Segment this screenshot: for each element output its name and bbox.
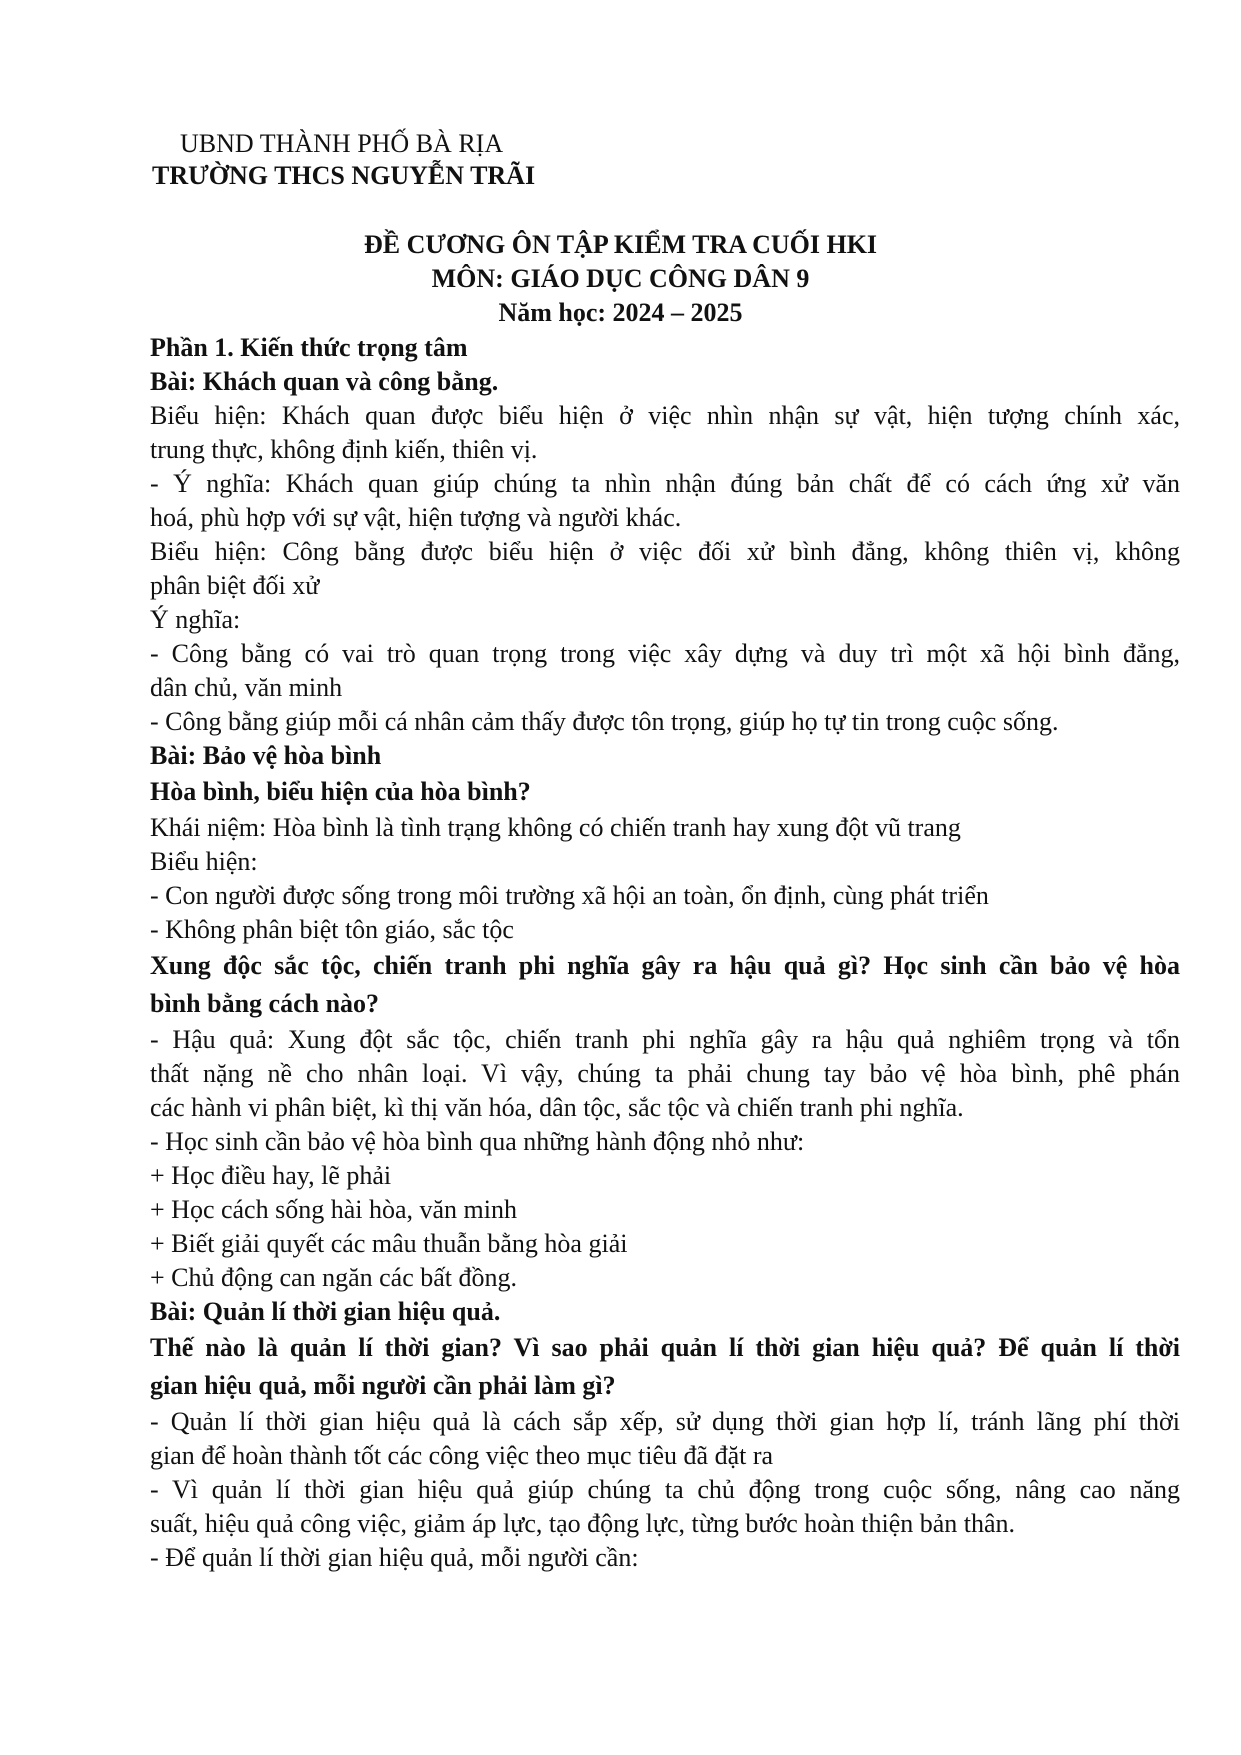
paragraph-line: - Không phân biệt tôn giáo, sắc tộc	[150, 915, 514, 944]
paragraph-line: suất, hiệu quả công việc, giảm áp lực, tạo động lực, từng bước hoàn thiện bản thân.	[150, 1509, 1016, 1538]
paragraph-line: Khái niệm: Hòa bình là tình trạng không có chiến tranh hay xung đột vũ trang	[150, 813, 961, 842]
list-item: + Học cách sống hài hòa, văn minh	[150, 1195, 518, 1224]
title-line-3: Năm học: 2024 – 2025	[498, 298, 743, 327]
list-item: + Chủ động can ngăn các bất đồng.	[150, 1263, 518, 1292]
paragraph-line: - Ý nghĩa: Khách quan giúp chúng ta nhìn nhận đúng bản chất để có cách ứng xử văn	[150, 469, 1180, 498]
paragraph-line: thất nặng nề cho nhân loại. Vì vậy, chúng ta phải chung tay bảo vệ hòa bình, phê phán	[150, 1059, 1180, 1088]
question-heading: gian hiệu quả, mỗi người cần phải làm gì?	[150, 1371, 616, 1400]
authority-name: UBND THÀNH PHỐ BÀ RỊA	[180, 129, 504, 158]
title-line-1: ĐỀ CƯƠNG ÔN TẬP KIỂM TRA CUỐI HKI	[363, 230, 878, 259]
paragraph-line: phân biệt đối xử	[150, 571, 320, 600]
title-line-2: MÔN: GIÁO DỤC CÔNG DÂN 9	[431, 264, 810, 293]
lesson-title: Bài: Quản lí thời gian hiệu quả.	[150, 1297, 501, 1326]
lesson-title: Bài: Khách quan và công bằng.	[150, 367, 499, 396]
paragraph-line: - Để quản lí thời gian hiệu quả, mỗi người cần:	[150, 1543, 639, 1572]
document-title	[0, 228, 1241, 330]
paragraph-line: - Công bằng có vai trò quan trọng trong việc xây dựng và duy trì một xã hội bình đẳng,	[150, 639, 1180, 668]
list-item: + Học điều hay, lẽ phải	[150, 1161, 392, 1190]
question-heading: bình bằng cách nào?	[150, 989, 380, 1018]
paragraph-line: - Vì quản lí thời gian hiệu quả giúp chúng ta chủ động trong cuộc sống, nâng cao năng	[150, 1475, 1180, 1504]
question-heading: Hòa bình, biểu hiện của hòa bình?	[150, 777, 531, 806]
paragraph-line: Biểu hiện: Công bằng được biểu hiện ở việc đối xử bình đẳng, không thiên vị, không	[150, 537, 1180, 566]
list-item: + Biết giải quyết các mâu thuẫn bằng hòa giải	[150, 1229, 628, 1258]
paragraph-line: Ý nghĩa:	[150, 605, 241, 634]
part-heading: Phần 1. Kiến thức trọng tâm	[150, 333, 468, 362]
paragraph-line: Biểu hiện: Khách quan được biểu hiện ở việc nhìn nhận sự vật, hiện tượng chính xác,	[150, 401, 1180, 430]
paragraph-line: - Con người được sống trong môi trường xã hội an toàn, ổn định, cùng phát triển	[150, 881, 989, 910]
document-body	[150, 331, 1180, 1575]
lesson-title: Bài: Bảo vệ hòa bình	[150, 741, 382, 770]
paragraph-line: gian để hoàn thành tốt các công việc theo mục tiêu đã đặt ra	[150, 1441, 774, 1470]
paragraph-line: hoá, phù hợp với sự vật, hiện tượng và người khác.	[150, 503, 682, 532]
paragraph-line: các hành vi phân biệt, kì thị văn hóa, dân tộc, sắc tộc và chiến tranh phi nghĩa.	[150, 1093, 964, 1122]
paragraph-line: dân chủ, văn minh	[150, 673, 343, 702]
paragraph-line: - Công bằng giúp mỗi cá nhân cảm thấy được tôn trọng, giúp họ tự tin trong cuộc sống.	[150, 707, 1059, 736]
paragraph-line: - Học sinh cần bảo vệ hòa bình qua những hành động nhỏ như:	[150, 1127, 805, 1156]
paragraph-line: Biểu hiện:	[150, 847, 258, 876]
question-heading: Thế nào là quản lí thời gian? Vì sao phải quản lí thời gian hiệu quả? Để quản lí thời	[150, 1333, 1180, 1362]
document-header	[152, 128, 535, 192]
question-heading: Xung độc sắc tộc, chiến tranh phi nghĩa gây ra hậu quả gì? Học sinh cần bảo vệ hòa	[150, 951, 1180, 980]
paragraph-line: - Hậu quả: Xung đột sắc tộc, chiến tranh phi nghĩa gây ra hậu quả nghiêm trọng và tổn	[150, 1025, 1180, 1054]
school-name: TRƯỜNG THCS NGUYỄN TRÃI	[152, 161, 536, 190]
paragraph-line: - Quản lí thời gian hiệu quả là cách sắp xếp, sử dụng thời gian hợp lí, tránh lãng phí thời	[150, 1407, 1180, 1436]
paragraph-line: trung thực, không định kiến, thiên vị.	[150, 435, 538, 464]
